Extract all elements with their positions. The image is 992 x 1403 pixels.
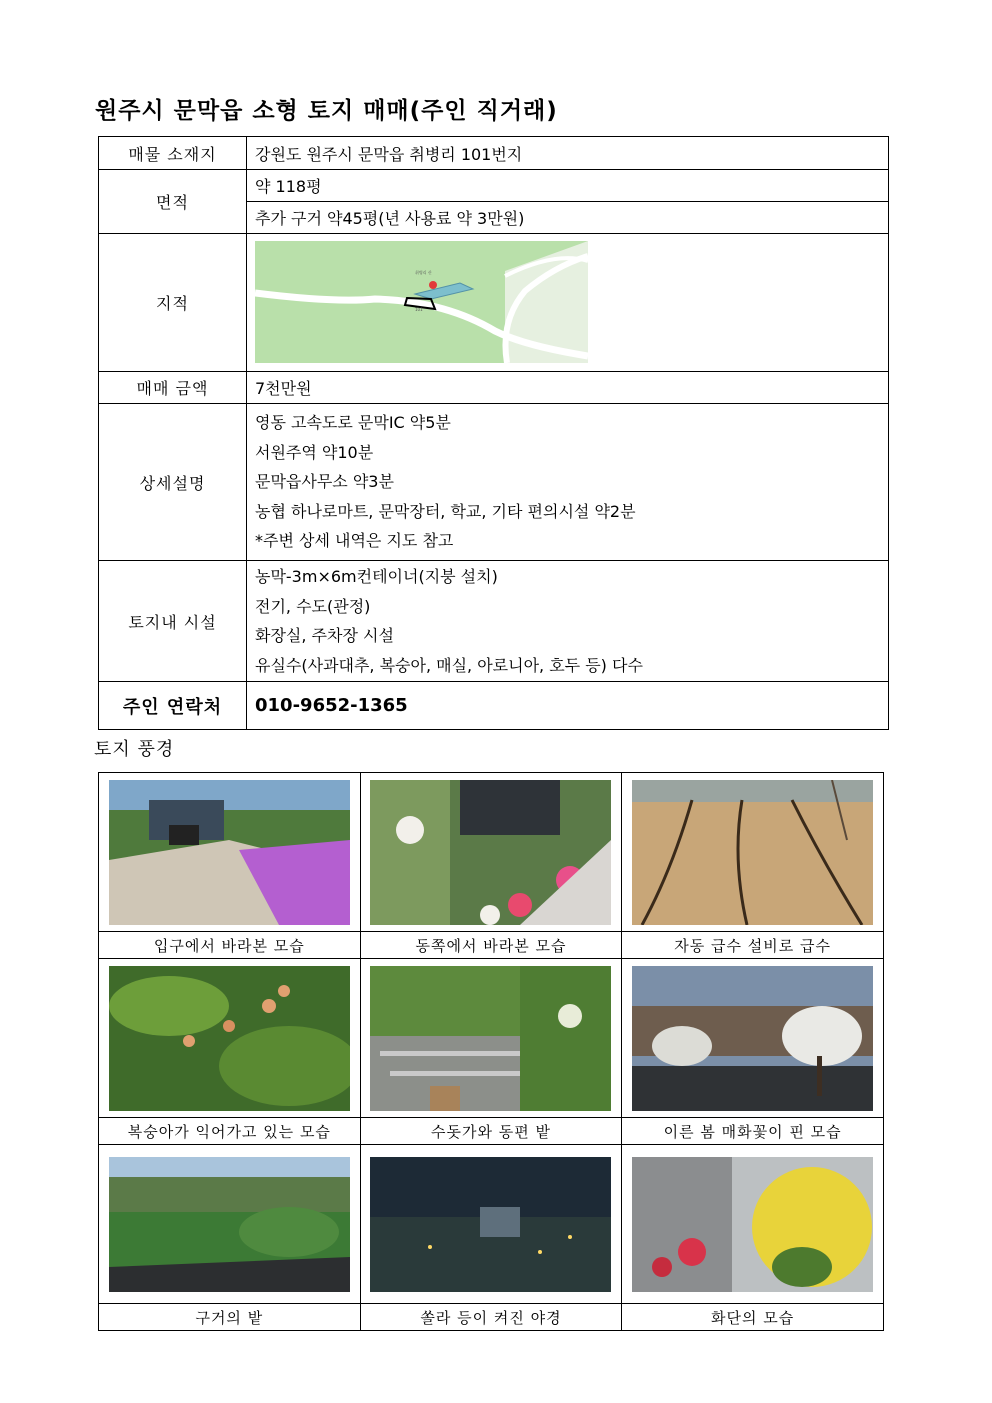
photo-caption: 동쪽에서 바라본 모습 xyxy=(360,932,622,959)
photo-irrigation xyxy=(632,780,873,925)
facility-line: 전기, 수도(관정) xyxy=(255,596,371,616)
detail-line: *주변 상세 내역은 지도 참고 xyxy=(255,531,454,551)
section-title: 토지 풍경 xyxy=(94,739,175,760)
photo-peaches xyxy=(109,966,350,1111)
detail-line: 영동 고속도로 문막IC 약5분 xyxy=(255,413,451,433)
location-label: 매물 소재지 xyxy=(99,137,247,170)
price-value: 7천만원 xyxy=(247,372,889,404)
photo-east-view xyxy=(370,780,611,925)
property-info-table xyxy=(98,136,889,730)
facility-line: 유실수(사과대추, 복숭아, 매실, 아로니아, 호두 등) 다수 xyxy=(255,655,643,675)
area-value-extra: 추가 구거 약45평(년 사용료 약 3만원) xyxy=(247,202,889,234)
detail-list xyxy=(247,404,889,561)
contact-label: 주인 연락처 xyxy=(99,682,247,730)
location-value: 강원도 원주시 문막읍 취병리 101번지 xyxy=(247,137,889,170)
price-label: 매매 금액 xyxy=(99,372,247,404)
facility-label: 토지내 시설 xyxy=(99,561,247,682)
photo-flower-bed xyxy=(632,1157,873,1292)
area-value-main: 약 118평 xyxy=(247,170,889,202)
detail-line: 농협 하나로마트, 문막장터, 학교, 기타 편의시설 약2분 xyxy=(255,501,636,521)
facility-list xyxy=(247,561,889,682)
photo-night-solar xyxy=(370,1157,611,1292)
svg-text:101: 101 xyxy=(415,307,423,312)
page-title: 원주시 문막읍 소형 토지 매매(주인 직거래) xyxy=(95,98,558,124)
photo-grid xyxy=(98,772,884,1331)
photo-caption: 입구에서 바라본 모습 xyxy=(99,932,361,959)
cadastral-map xyxy=(255,241,588,363)
photo-caption: 이른 봄 매화꽃이 핀 모습 xyxy=(622,1118,884,1145)
detail-line: 문막읍사무소 약3분 xyxy=(255,472,394,492)
photo-caption: 복숭아가 익어가고 있는 모습 xyxy=(99,1118,361,1145)
photo-caption: 쏠라 등이 켜진 야경 xyxy=(360,1304,622,1331)
map-label: 지적 xyxy=(99,234,247,372)
area-label: 면적 xyxy=(99,170,247,234)
photo-entrance xyxy=(109,780,350,925)
photo-ditch-field xyxy=(109,1157,350,1292)
facility-line: 농막-3m×6m컨테이너(지붕 설치) xyxy=(255,567,498,586)
photo-caption: 구거의 밭 xyxy=(99,1304,361,1331)
photo-caption: 수돗가와 동편 밭 xyxy=(360,1118,622,1145)
contact-value: 010-9652-1365 xyxy=(247,682,889,730)
svg-text:취병리 산: 취병리 산 xyxy=(415,270,432,275)
photo-caption: 자동 급수 설비로 급수 xyxy=(622,932,884,959)
facility-line: 화장실, 주차장 시설 xyxy=(255,626,394,645)
photo-plum-blossom xyxy=(632,966,873,1111)
detail-line: 서원주역 약10분 xyxy=(255,442,374,462)
photo-faucet-field xyxy=(370,966,611,1111)
detail-label: 상세설명 xyxy=(99,404,247,561)
photo-caption: 화단의 모습 xyxy=(622,1304,884,1331)
